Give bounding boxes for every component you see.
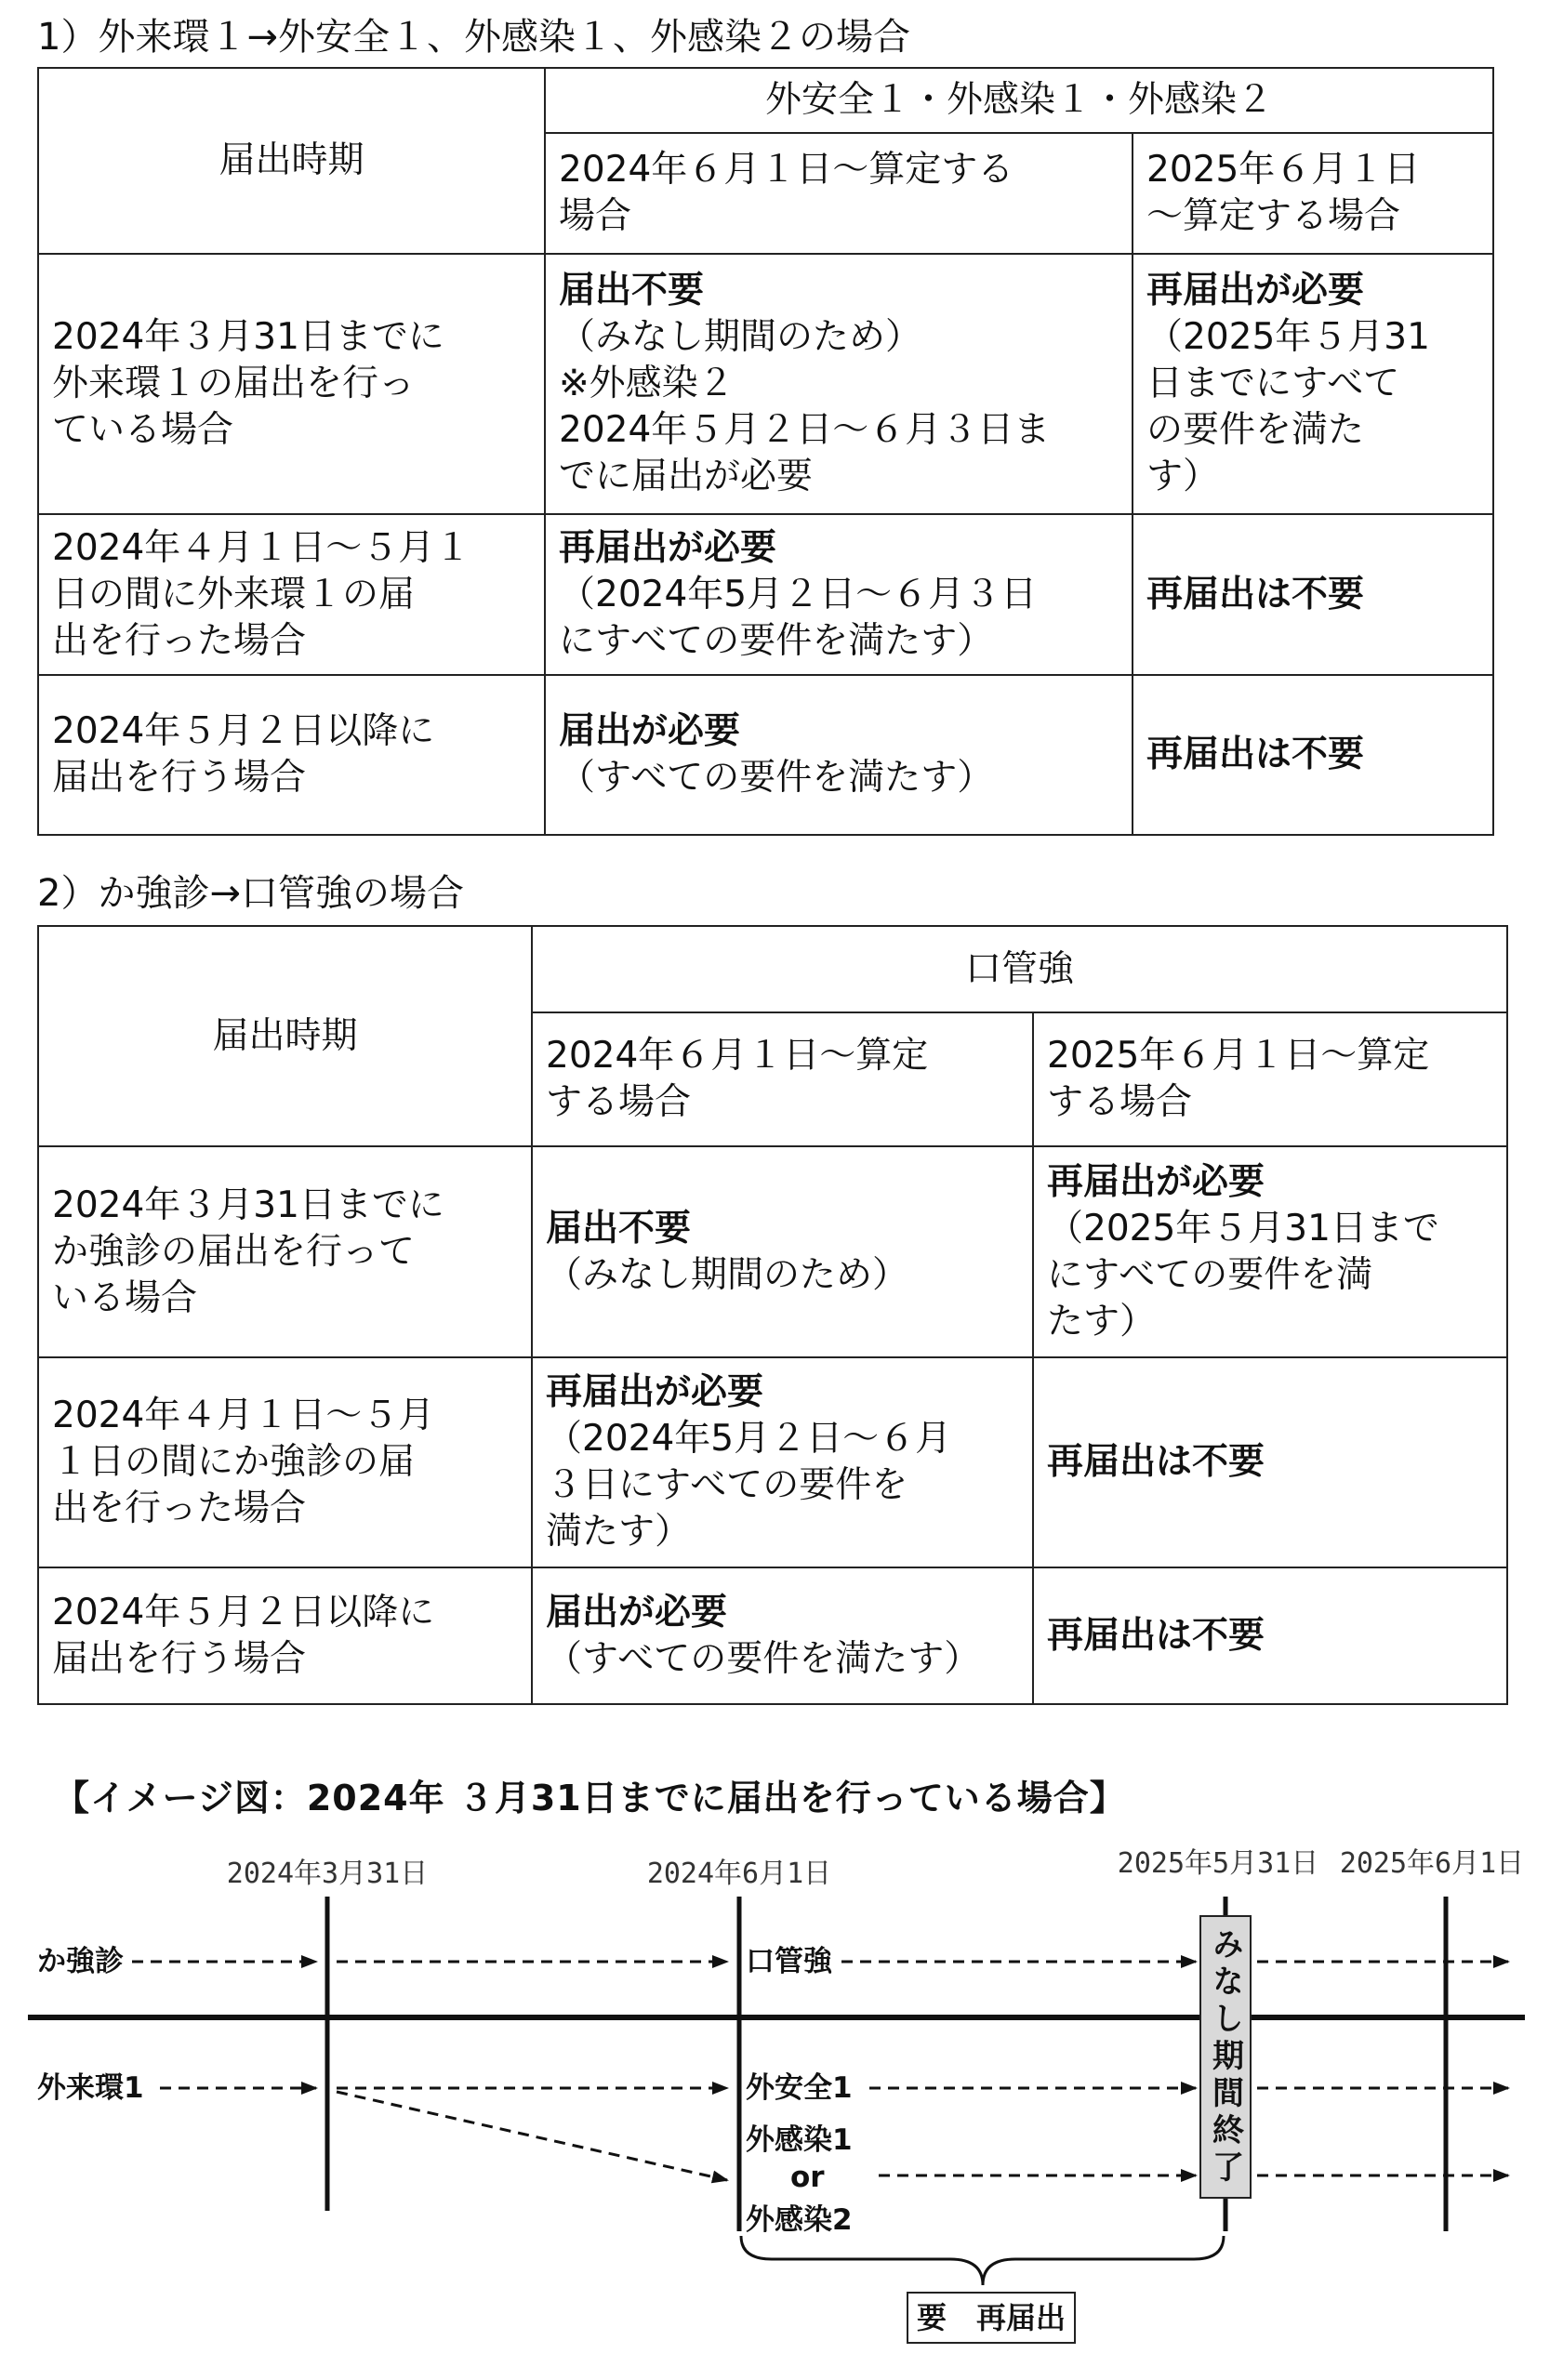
dashed-arrow-diagonal (337, 2092, 727, 2180)
status-label: 再届出は不要 (1047, 1614, 1265, 1657)
table-row (38, 254, 1493, 514)
cell-2025 (1133, 514, 1493, 675)
period-cell: 2024年５月２日以降に 届出を行う場合 (38, 1567, 532, 1704)
date-label-2025-05-31: 2025年5月31日 (1117, 1847, 1319, 1880)
section2-heading: 2）か強診→口管強の場合 (37, 872, 464, 915)
period-cell: 2024年３月31日までに か強診の届出を行って いる場合 (38, 1146, 532, 1357)
table-row (38, 514, 1493, 675)
status-label: 届出不要 (559, 270, 705, 311)
re-notification-box: 要 再届出 (907, 2292, 1076, 2344)
group-header: 口管強 (532, 926, 1507, 1012)
status-label: 再届出は不要 (1047, 1441, 1265, 1483)
diagram-title: 【イメージ図：2024年 ３月31日までに届出を行っている場合】 (54, 1778, 1126, 1818)
label-gaikansen1: 外感染1 (746, 2123, 853, 2157)
cell-2025 (1033, 1146, 1507, 1357)
section2-table (37, 925, 1508, 1705)
col-header-2025: 2025年６月１日 ～算定する場合 (1133, 133, 1493, 254)
cell-2025 (1133, 254, 1493, 514)
status-label: 再届出が必要 (1047, 1160, 1265, 1203)
cell-2025 (1033, 1567, 1507, 1704)
cell-2024 (545, 514, 1133, 675)
status-note: （みなし期間のため） ※外感染２ 2024年５月２日～６月３日ま でに届出が必要 (559, 316, 1051, 497)
table-row (38, 675, 1493, 835)
status-note: （すべての要件を満たす） (546, 1637, 981, 1680)
col-header-2025: 2025年６月１日～算定 する場合 (1033, 1012, 1507, 1146)
cell-2024 (545, 254, 1133, 514)
table-row (38, 1567, 1507, 1704)
status-label: 再届出は不要 (1146, 734, 1365, 775)
status-note: （2024年5月２日～６月 ３日にすべての要件を 満たす） (546, 1418, 952, 1553)
status-label: 届出不要 (546, 1207, 692, 1250)
brace (741, 2236, 1224, 2285)
period-cell: 2024年５月２日以降に 届出を行う場合 (38, 675, 545, 835)
table-row (38, 1146, 1507, 1357)
status-label: 再届出は不要 (1146, 573, 1365, 615)
deemed-period-end-box: みなし期間終了 (1199, 1915, 1252, 2199)
label-gairaikan: 外来環1 (37, 2071, 144, 2105)
section1-table (37, 67, 1494, 836)
cell-2024 (532, 1357, 1033, 1567)
label-gaikansen2: 外感染2 (746, 2203, 853, 2237)
timeline-diagram (0, 1845, 1550, 2375)
date-label-2024-06-01: 2024年6月1日 (646, 1858, 832, 1890)
cell-2025 (1033, 1357, 1507, 1567)
col-header-2024: 2024年６月１日～算定 する場合 (532, 1012, 1033, 1146)
status-note: （2025年５月31 日までにすべて の要件を満た す） (1146, 316, 1430, 497)
cell-2025 (1133, 675, 1493, 835)
section1-heading: 1）外来環１→外安全１、外感染１、外感染２の場合 (37, 16, 910, 59)
status-label: 届出が必要 (559, 710, 741, 752)
status-note: （2025年５月31日まで にすべての要件を満 たす） (1047, 1207, 1439, 1342)
period-cell: 2024年４月１日～５月 １日の間にか強診の届 出を行った場合 (38, 1357, 532, 1567)
period-header: 届出時期 (38, 68, 545, 254)
date-label-2024-03-31: 2024年3月31日 (226, 1858, 429, 1890)
table-row (38, 1357, 1507, 1567)
label-or: or (790, 2161, 825, 2194)
cell-2024 (532, 1567, 1033, 1704)
col-header-2024: 2024年６月１日～算定する 場合 (545, 133, 1133, 254)
status-note: （みなし期間のため） (546, 1253, 909, 1296)
status-note: （2024年5月２日～６月３日 にすべての要件を満たす） (559, 573, 1038, 662)
cell-2024 (545, 675, 1133, 835)
period-cell: 2024年３月31日までに 外来環１の届出を行っ ている場合 (38, 254, 545, 514)
status-label: 再届出が必要 (546, 1371, 764, 1413)
status-label: 届出が必要 (546, 1591, 728, 1633)
label-kyoshin: か強診 (37, 1945, 124, 1978)
cell-2024 (532, 1146, 1033, 1357)
status-label: 再届出が必要 (559, 526, 777, 569)
label-gaianzen: 外安全1 (746, 2071, 853, 2105)
group-header: 外安全１・外感染１・外感染２ (545, 68, 1493, 133)
label-kokan-kyo: 口管強 (746, 1945, 832, 1978)
period-header: 届出時期 (38, 926, 532, 1146)
status-label: 再届出が必要 (1146, 270, 1365, 311)
date-label-2025-06-01: 2025年6月1日 (1339, 1847, 1525, 1880)
period-cell: 2024年４月１日～５月１ 日の間に外来環１の届 出を行った場合 (38, 514, 545, 675)
status-note: （すべての要件を満たす） (559, 757, 994, 799)
